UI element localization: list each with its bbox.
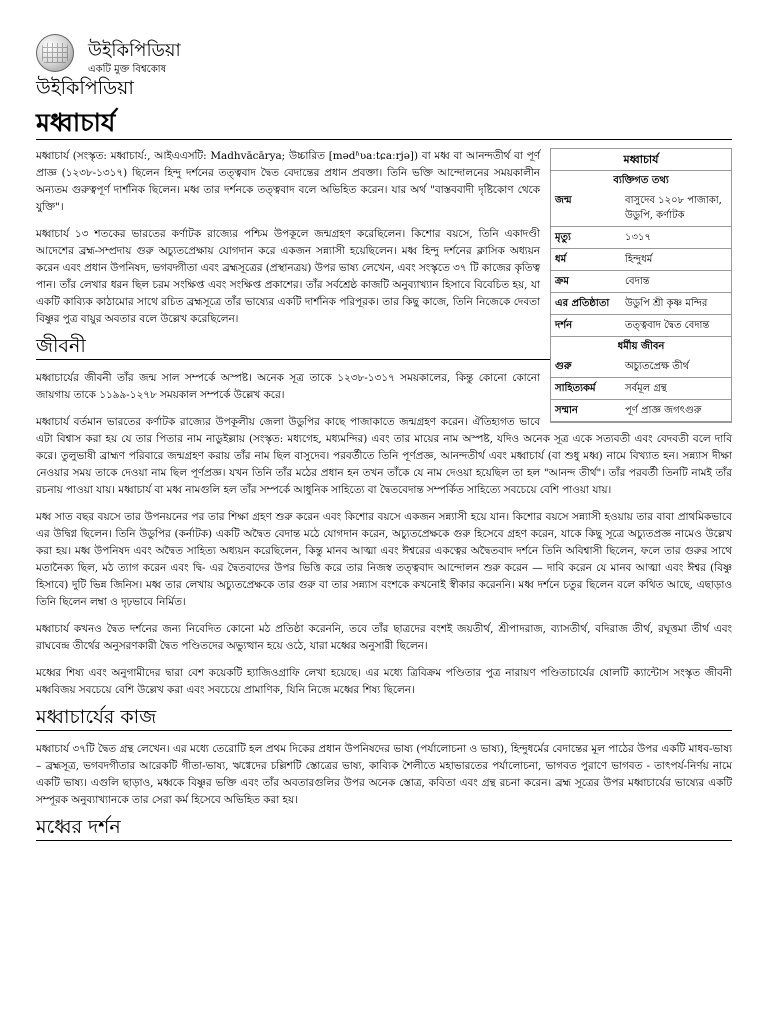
wikipedia-globe-icon[interactable] — [36, 34, 74, 72]
infobox-key: সাহিত্যকর্ম — [555, 383, 596, 394]
infobox — [550, 148, 732, 423]
site-title-secondary[interactable]: উইকিপিডিয়া — [36, 77, 134, 99]
infobox-row — [551, 400, 731, 422]
site-tagline: একটি মুক্ত বিশ্বকোষ — [88, 64, 167, 75]
infobox-row — [551, 190, 731, 227]
infobox-key: গুরু — [555, 361, 572, 372]
infobox-key: জন্ম — [555, 195, 572, 206]
biography-paragraph: মধ্বের শিষ্য এবং অনুগামীদের দ্বারা বেশ কয়েকটি হ্যাজিওগ্রাফি লেখা হয়েছে। এর মধ্যে ত্রিবিক্রম পণ্ডিতার পুত্র নারায়ণ পণ্ডিতাচার্যের ষোলটি ক্যান্টোস সংস্কৃত জীবনী মধ্ববিজয় সবচেয়ে বেশি উল্লেখ করা এবং সবচেয়ে প্রামাণিক, যিনি নিজে মধ্বের শিষ্য ছিলেন। — [36, 667, 732, 696]
infobox-key: এর প্রতিষ্ঠাতা — [555, 298, 610, 309]
infobox-title: মধ্বাচার্য — [551, 149, 731, 171]
infobox-value: ১৩১৭ — [625, 232, 651, 243]
section-heading-works: মধ্বাচার্যের কাজ — [36, 709, 732, 731]
site-header — [36, 34, 336, 114]
summary-paragraph: মধ্বাচার্য ১৩ শতকের ভারতের কর্ণাটক রাজ্যের পশ্চিম উপকূলে জন্মগ্রহণ করেছিলেন। কিশোর বয়সে, তিনি একাদণ্ডী আদেশের ব্রহ্ম-সম্প্রদায় গুরু অচ্যুতপ্রেক্ষায় যোগদান করে একজন সন্ন্যাসী হয়েছিলেন। মধ্ব হিন্দু দর্শনের ক্লাসিক অধ্যয়ন করেন এবং প্রধান উপনিষদ, ভগবদ্গীতা এবং ব্রহ্মসূত্রের (প্রস্থানত্রয়) উপর ভাষ্য লেখেন, এবং সংস্কৃতে ৩৭ টি কাজের কৃতিত্ব পান। তাঁর লেখার ধরন ছিল চরম সংক্ষিপ্ত এবং সংক্ষিপ্ত প্রকাশের। তাঁর সর্বশ্রেষ্ঠ কাজটি অনুব্যাখ্যান হিসাবে বিবেচিত হয়, যা একটি কাব্যিক কাঠামোর সাথে রচিত ব্রহ্মসূত্রে তাঁর ভাষ্যের একটি দার্শনিক পরিপূরক। তার কিছু কাজে, তিনি নিজেকে দেবতা বিষ্ণুর পুত্র বায়ুর অবতার বলে উল্লেখ করেছিলেন। — [36, 228, 540, 325]
infobox-value[interactable]: সর্বমূল গ্রন্থ — [625, 383, 667, 394]
intro-paragraph: মধ্বাচার্য (সংস্কৃত: মধ্বাচার্য:, আইএএসটি: Madhvācārya; উচ্চারিত [mədʱʋaːtɕaːrjə]) বা মধ্ব বা আনন্দতীর্থ বা পূর্ণ প্রাজ্ঞ (১২৩৮-১৩১৭) ছিলেন হিন্দু দর্শনের তত্ত্ববাদ দ্বৈত বেদান্তের প্রধান প্রবক্তা। তিনি ভক্তি আন্দোলনের সময়কালীন অন্যতম গুরুত্বপূর্ণ দার্শনিক ছিলেন। মধ্ব তার দর্শনকে তত্ত্ববাদ বলে অভিহিত করেন। যার অর্থ "বাস্তববাদী দৃষ্টিকোণ থেকে যুক্তি"। — [36, 150, 540, 213]
infobox-value[interactable]: অচ্যুতপ্রেক্ষ তীর্থ — [625, 361, 690, 372]
infobox-value[interactable]: তত্ত্ববাদ দ্বৈত বেদান্ত — [625, 320, 710, 331]
biography-paragraph: মধ্বাচার্য কখনও দ্বৈত দর্শনের জন্য নিবেদিত কোনো মঠ প্রতিষ্ঠা করেননি, তবে তাঁর ছাত্রদের বংশই জয়তীর্থ, শ্রীপাদরাজ, ব্যাসতীর্থ, বদিরাজ তীর্থ, রঘূত্তমা তীর্থ এবং রাঘবেন্দ্র তীর্থের অনুসরণকারী দ্বৈত পণ্ডিতদের অভ্যুত্থান হয়ে ওঠে, যারা মধ্বের অনুসারী ছিলেন। — [36, 623, 732, 652]
infobox-row — [551, 378, 731, 400]
infobox-personal-header: ব্যক্তিগত তথ্য — [613, 175, 669, 186]
biography-paragraph: মধ্বাচার্যের জীবনী তাঁর জন্ম সাল সম্পর্কে অস্পষ্ট। অনেক সূত্র তাকে ১২৩৮-১৩১৭ সময়কালের, কিন্তু কোনো কোনো জায়গায় তাকে ১১৯৯-১২৭৮ সময়কাল সম্পর্কে উল্লেখ করে। — [36, 372, 540, 401]
infobox-key: ক্রম — [555, 276, 569, 287]
infobox-key: সম্মান — [555, 405, 578, 416]
infobox-value[interactable]: বাসুদেব ১২০৮ পাজাকা, উডুপি, কর্ণাটক — [625, 195, 722, 221]
section-heading-biography: জীবনী — [36, 338, 732, 360]
works-paragraph: মধ্বাচার্য ৩৭টি দ্বৈত গ্রন্থ লেখেন। এর মধ্যে তেরোটি হল প্রথম দিকের প্রধান উপনিষদের ভাষ্য (পর্যালোচনা ও ভাষ্য), হিন্দুধর্মের বেদান্তের মূল পাঠের উপর একটি মাধব-ভাষ্য – ব্রহ্মসূত্র, ভগবদগীতার আরেকটি গীতা-ভাষ্য, ঋগ্বেদের চল্লিশটি স্তোত্রের ভাষ্য, কাব্যিক শৈলীতে মহাভারতের পর্যালোচনা, ভাগবত পুরাণে ভাগবত - তাৎপর্য-নির্ণয় নামে একটি ভাষ্য। এগুলি ছাড়াও, মধ্বকে বিষ্ণুর ভক্তি এবং তাঁর অবতারগুলির উপর অনেক স্তোত্র, কবিতা এবং গ্রন্থ রচনা করেন। ব্রহ্ম সূত্রের উপর মধ্বাচার্যের ভাষ্যের একটি সম্পূরক অনুব্যাখ্যানকে তার সেরা কর্ম হিসেবে অভিহিত করা হয়। — [36, 743, 732, 806]
biography-paragraph: মধ্বাচার্য বর্তমান ভারতের কর্ণাটক রাজ্যের উপকূলীয় জেলা উডুপির কাছে পাজাকাতে জন্মগ্রহণ করেন। ঐতিহ্যগত ভাবে এটা বিশ্বাস করা হয় যে তার পিতার নাম নাডুইল্লায় (সংস্কৃত: মধ্যগেহ, মধ্যমন্দির) এবং তার মায়ের নাম অস্পষ্ট, যদিও অনেক সূত্র একে সত্যবতী এবং বেদবতী বলে দাবি করে। তুলুভাষী ব্রাহ্মণ পরিবারে জন্মগ্রহণ করায় তাঁর নাম ছিল বাসুদেব। পরবর্তীতে তিনি পূর্ণপ্রজ্ঞ, আনন্দতীর্থ এবং মধ্বাচার্য (বা শুধু মধ্ব) নামে বিখ্যাত হন। সন্ন্যাস দীক্ষা নেওয়ার সময় তাকে দেওয়া নাম ছিল পূর্ণপ্রজ্ঞ। যখন তিনি তাঁর মঠের প্রধান হন তখন তাঁকে যে নাম দেওয়া হয়েছিল তা হল "আনন্দ তীর্থ"। তাঁর পরবর্তী তিনটি নামই তাঁর রচনায় পাওয়া যায়। মধ্বাচার্য বা মধ্ব নামগুলি হল তাঁর সম্পর্কে আধুনিক সাহিত্যে বা দ্বৈতবেদান্ত সম্পর্কিত সাহিত্যে সবচেয়ে বেশি পাওয়া যায়। — [36, 416, 732, 496]
biography-paragraph: মধ্ব সাত বছর বয়সে তার উপনয়নের পর তার শিক্ষা গ্রহণ শুরু করেন এবং কিশোর বয়সে একজন সন্ন্যাসী হয়ে যান। কিশোর বয়সে সন্ন্যাসী হওয়ায় তার বাবা প্রাথমিকভাবে এর উদ্বিগ্ন ছিলেন। তিনি উডুপির (কর্নাটক) একটি অদ্বৈত বেদান্ত মঠে যোগদান করেন, অচ্যুতপ্রেক্ষকে গুরু হিসেবে গ্রহণ করেন, যাকে কিছু সূত্রে অচ্যুতপ্রজ্ঞ নামেও উল্লেখ করা হয়। মধ্ব উপনিষদ এবং অদ্বৈত সাহিত্য অধ্যয়ন করেছিলেন, কিন্তু মানব আত্মা এবং ঈশ্বরের একত্বের অদ্বৈতবাদ দর্শনে তিনি অবিশ্বাসী ছিলেন, ফলে তার গুরুর সাথে মতানৈক্য ছিল, মঠ ত্যাগ করেন এবং দ্বি- এর দ্বৈতবাদের উপর ভিত্তি করে তার নিজস্ব তত্ত্ববাদ আন্দোলন শুরু করেন — দাবি করেন যে মানব আত্মা এবং ঈশ্বর (বিষ্ণু হিসাবে) দুটি ভিন্ন জিনিস। মধ্ব তার লেখায় অচ্যুতপ্রেক্ষকে তার গুরু বা তার সন্ন্যাস বংশকে কখনোই স্বীকার করেননি। মধ্ব দর্শনে চতুর ছিলেন বলে কথিত আছে, এছাড়াও তিনি ছিলেন লম্বা ও দৃঢ়ভাবে নির্মিত। — [36, 511, 732, 608]
article-content — [36, 148, 732, 851]
title-divider — [36, 139, 732, 140]
section-heading-philosophy: মধ্বের দর্শন — [36, 819, 732, 841]
infobox-value[interactable]: উডুপি শ্রী কৃষ্ণ মন্দির — [625, 298, 708, 309]
infobox-row — [551, 315, 731, 337]
infobox-row — [551, 249, 731, 271]
infobox-row — [551, 271, 731, 293]
infobox-key: ধর্ম — [555, 254, 567, 265]
infobox-row — [551, 356, 731, 378]
infobox-religious-header: ধর্মীয় জীবন — [617, 341, 665, 352]
page-title: মধ্বাচার্য — [36, 108, 116, 137]
infobox-row — [551, 293, 731, 315]
infobox-value[interactable]: হিন্দুধর্ম — [625, 254, 653, 265]
infobox-row — [551, 227, 731, 249]
infobox-key: মৃত্যু — [555, 232, 571, 243]
infobox-value[interactable]: পূর্ণ প্রাজ্ঞ জগৎগুরু — [625, 405, 702, 416]
infobox-value[interactable]: বেদান্ত — [625, 276, 650, 287]
infobox-key: দর্শন — [555, 320, 573, 331]
site-title[interactable]: উইকিপিডিয়া — [88, 40, 181, 61]
